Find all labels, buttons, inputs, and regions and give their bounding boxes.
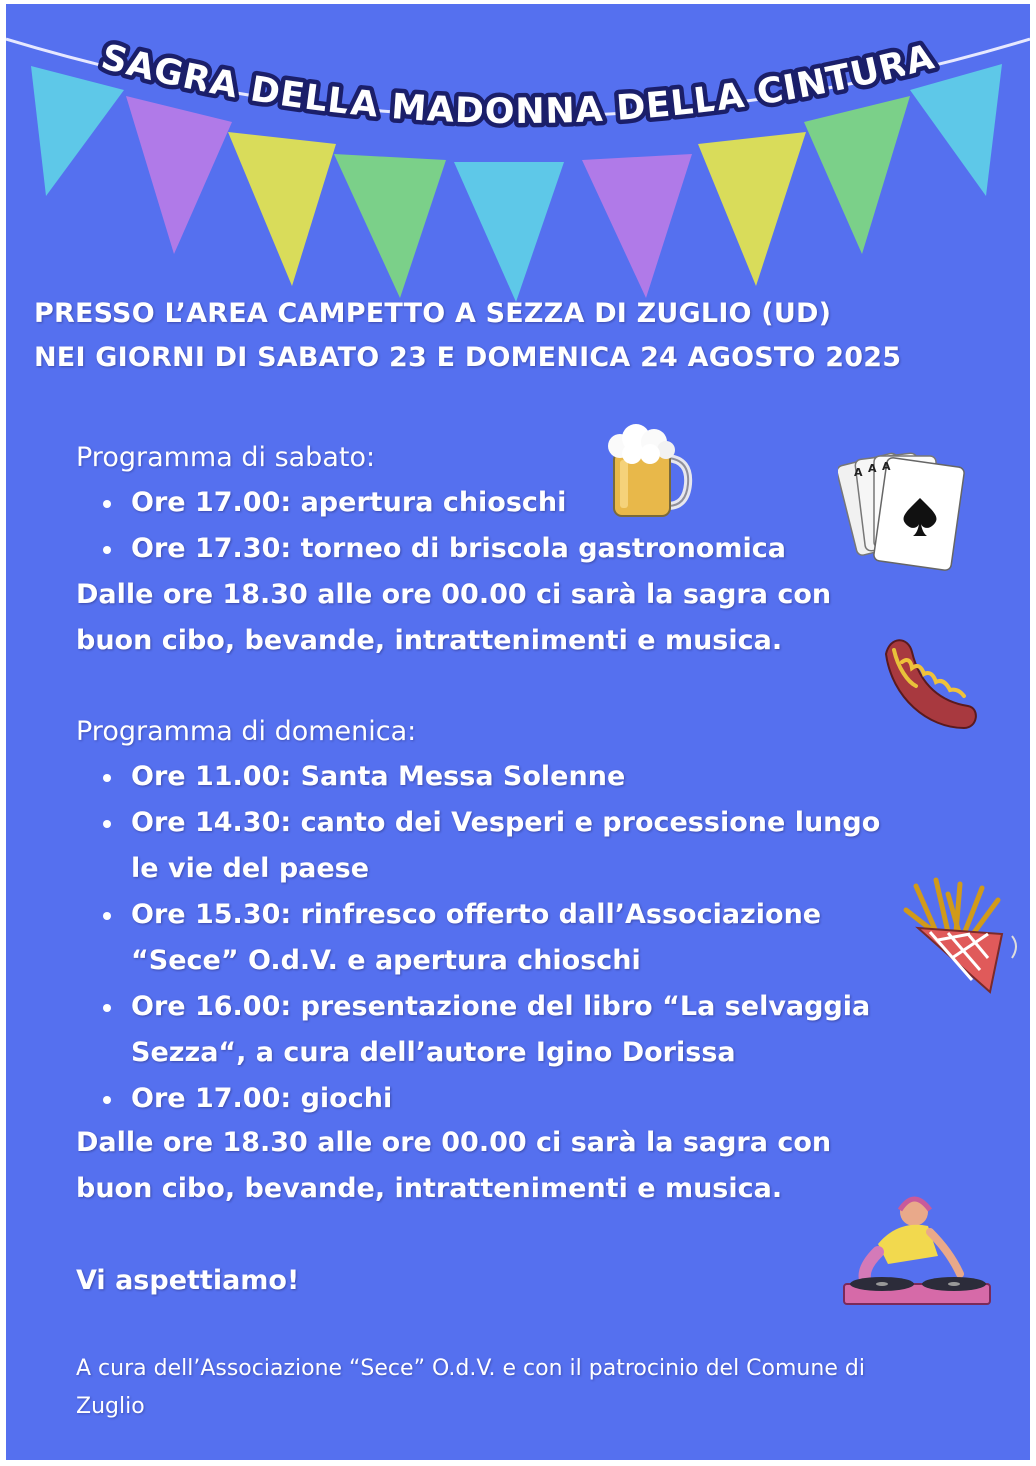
title-banner	[6, 4, 1030, 204]
list-item	[101, 892, 880, 984]
list-item: Ore 17.30: torneo di briscola gastronomica	[101, 526, 786, 572]
dates-line: NEI GIORNI DI SABATO 23 E DOMENICA 24 AGOSTO 2025	[34, 342, 902, 373]
item-text: Ore 14.30: canto dei Vesperi e processione lungo	[131, 807, 881, 838]
item-continuation: le vie del paese	[131, 853, 370, 884]
item-continuation: Sezza“, a cura dell’autore Igino Dorissa	[131, 1037, 736, 1068]
list-item	[101, 800, 880, 892]
note-line: buon cibo, bevande, intrattenimenti e musica.	[76, 1173, 783, 1204]
item-text: Ore 15.30: rinfresco offerto dall’Associazione	[131, 899, 822, 930]
sunday-list	[101, 754, 880, 1122]
svg-text:A: A	[882, 460, 891, 473]
poster-title: SAGRA DELLA MADONNA DELLA CINTURA	[97, 37, 939, 133]
sunday-label: Programma di domenica:	[76, 716, 417, 747]
dj-icon	[838, 1192, 994, 1314]
item-continuation: “Sece” O.d.V. e apertura chioschi	[131, 945, 641, 976]
item-text: Ore 16.00: presentazione del libro “La selvaggia	[131, 991, 871, 1022]
note-line: Dalle ore 18.30 alle ore 00.00 ci sarà la sagra con	[76, 1127, 832, 1158]
list-item: Ore 11.00: Santa Messa Solenne	[101, 754, 880, 800]
closing-text: Vi aspettiamo!	[76, 1265, 300, 1296]
list-item: Ore 17.00: giochi	[101, 1076, 880, 1122]
hot-dog-icon	[872, 628, 982, 738]
svg-text:A: A	[854, 466, 863, 479]
sunday-note	[76, 1120, 831, 1212]
location-line: PRESSO L’AREA CAMPETTO A SEZZA DI ZUGLIO (UD)	[34, 298, 832, 329]
svg-text:A: A	[868, 462, 877, 475]
beer-mug-icon	[604, 416, 696, 520]
svg-text:SAGRA DELLA MADONNA DELLA CINT	[97, 37, 939, 132]
french-fries-icon	[898, 876, 1028, 996]
footer-credits: A cura dell’Associazione “Sece” O.d.V. e con il patrocinio del Comune di Zuglio	[76, 1356, 865, 1419]
poster	[6, 4, 1030, 1460]
note-line: Dalle ore 18.30 alle ore 00.00 ci sarà la sagra con	[76, 579, 832, 610]
saturday-note	[76, 572, 831, 664]
saturday-label: Programma di sabato:	[76, 442, 376, 473]
list-item	[101, 984, 880, 1076]
playing-cards-icon	[838, 446, 968, 576]
list-item: Ore 17.00: apertura chioschi	[101, 480, 786, 526]
note-line: buon cibo, bevande, intrattenimenti e musica.	[76, 625, 783, 656]
